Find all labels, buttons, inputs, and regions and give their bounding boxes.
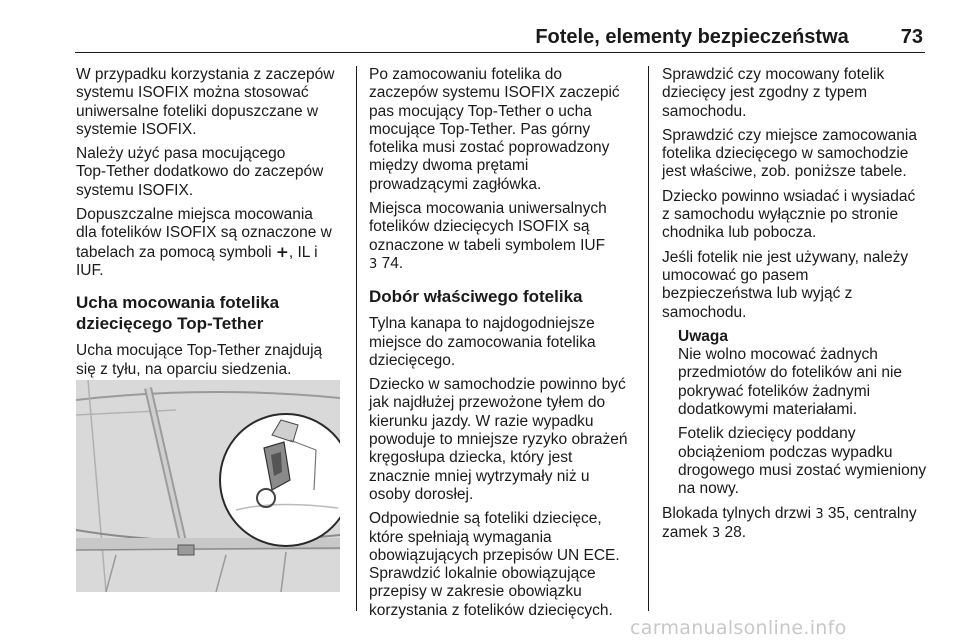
seat-illustration-svg <box>76 380 340 592</box>
paragraph: Jeśli fotelik nie jest używany, należy umocować go pasem bezpieczeństwa lub wyjąć z samochodu. <box>662 248 909 321</box>
watermark: carmanualsonline.info <box>630 617 847 639</box>
paragraph: Odpowiednie są foteliki dziecięce, które spełniają wymagania obowiązujących przepisów UN ECE. Sprawdzić lokalnie obowiązujące przepisy w zakresie obowiązku korzystania z fotelików dziecięcych. <box>369 510 620 619</box>
column-divider-1 <box>356 66 357 611</box>
column-2 <box>369 66 637 626</box>
paragraph <box>369 200 637 274</box>
paragraph <box>76 206 348 280</box>
column-1 <box>76 66 348 385</box>
paragraph-text: Dopuszczalne miejsca mocowania dla fotelików ISOFIX są oznaczone w tabelach za pomocą symboli <box>76 206 332 261</box>
paragraph: Tylna kanapa to najdogodniejsze miejsce do zamocowania fotelika dziecięcego. <box>369 315 596 369</box>
isofix-plus-symbol: + <box>275 242 289 261</box>
paragraph: Dziecko w samochodzie powinno być jak najdłużej przewożone tyłem do kierunku jazdy. W razie wypadku powoduje to mniejsze ryzyko obrażeń kręgosłupa dziecka, który jest znacznie mniej wytrzymały niż u osoby dorosłej. <box>369 376 628 503</box>
paragraph: W przypadku korzystania z zaczepów systemu ISOFIX można stosować uniwersalne foteliki dopuszczane w systemie ISOFIX. <box>76 66 335 138</box>
paragraph-text: Miejsca mocowania uniwersalnych fotelików dziecięcych ISOFIX są oznaczone w tabeli symbolem IUF <box>369 200 607 254</box>
top-tether-illustration <box>76 380 340 592</box>
section-heading: Dobór właściwego fotelika <box>369 287 583 307</box>
note-paragraph: Nie wolno mocować żadnych przedmiotów do fotelików ani nie pokrywać fotelików żadnymi dodatkowymi materiałami. <box>678 346 903 419</box>
paragraph-text: , IL i IUF. <box>76 243 318 279</box>
page-number: 73 <box>900 26 923 48</box>
note-title: Uwaga <box>678 327 728 345</box>
section-heading: Ucha mocowania fotelika dziecięcego Top-Tether <box>76 293 280 334</box>
paragraph <box>662 505 930 544</box>
page-reference-icon: 3 <box>711 525 721 541</box>
page-reference-link[interactable]: 74. <box>377 254 404 272</box>
header-rule <box>75 52 925 53</box>
page-header <box>75 26 923 52</box>
paragraph: Sprawdzić czy miejsce zamocowania fotelika dziecięcego w samochodzie jest właściwe, zob. poniższe tabele. <box>662 126 917 181</box>
column-divider-2 <box>648 66 649 611</box>
paragraph: Dziecko powinno wsiadać i wysiadać z samochodu wyłącznie po stronie chodnika lub pobocza. <box>662 187 916 242</box>
paragraph: Należy użyć pasa mocującego Top-Tether dodatkowo do zaczepów systemu ISOFIX. <box>76 145 324 199</box>
warning-note <box>678 328 930 499</box>
page-reference-icon: 3 <box>815 506 824 522</box>
note-paragraph: Fotelik dziecięcy poddany obciążeniom podczas wypadku drogowego musi zostać wymieniony na nowy. <box>678 425 927 498</box>
paragraph-text: Blokada tylnych drzwi <box>662 504 816 522</box>
paragraph: Ucha mocujące Top-Tether znajdują się z tyłu, na oparciu siedzenia. <box>76 342 323 378</box>
page-title: Fotele, elementy bezpieczeństwa <box>535 26 849 48</box>
page-reference-link[interactable]: 35, centralny zamek <box>662 504 917 541</box>
column-3 <box>662 66 930 549</box>
paragraph: Po zamocowaniu fotelika do zaczepów systemu ISOFIX zaczepić pas mocujący Top-Tether o ucha mocujące Top-Tether. Pas górny fotelika musi zostać poprowadzony między dwoma prętami prowadzącymi zagłówka. <box>369 66 620 193</box>
page-reference-link[interactable]: 28. <box>720 523 747 541</box>
paragraph: Sprawdzić czy mocowany fotelik dziecięcy jest zgodny z typem samochodu. <box>662 66 885 120</box>
page-reference-icon: 3 <box>369 256 378 272</box>
